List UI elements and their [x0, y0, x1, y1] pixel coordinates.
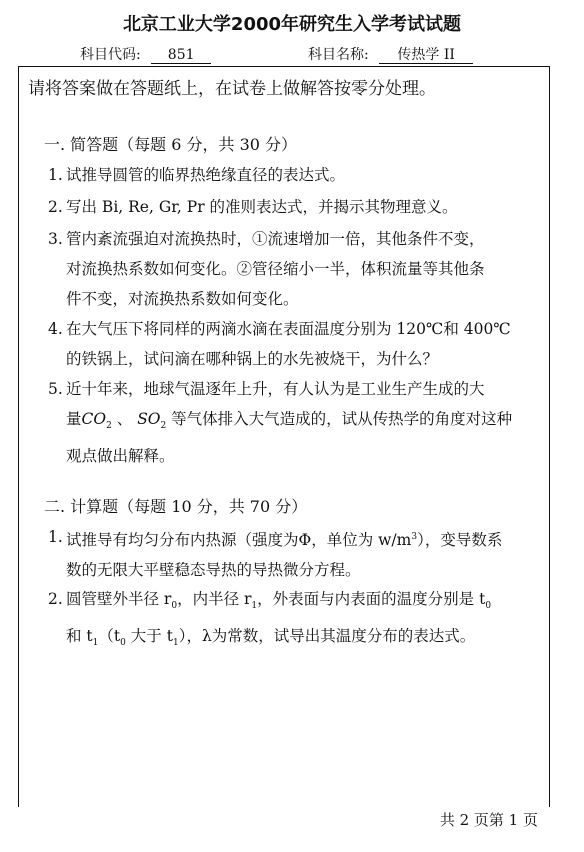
text-fragment: ），λ为常数，试导出其温度分布的表达式。	[178, 627, 476, 646]
co2-formula: CO	[81, 410, 107, 428]
question-text-line: 的铁锅上，试问滴在哪种锅上的水先被烧干，为什么？	[66, 350, 439, 368]
question-number: 3.	[48, 230, 63, 248]
text-fragment: 等气体排入大气造成的，试从传热学的角度对这种	[166, 410, 513, 428]
text-fragment: 试推导有均匀分布内热源（强度为Φ，单位为 w/m	[66, 531, 412, 550]
subject-code-label: 科目代码:	[80, 47, 141, 63]
subject-name	[308, 44, 473, 64]
superscript: 3	[411, 532, 418, 542]
question-number: 4.	[48, 320, 63, 338]
question-2-2	[48, 584, 491, 658]
question-text-line: 在大气压下将同样的两滴水滴在表面温度分别为 120℃和 400℃	[66, 320, 511, 338]
question-1-2	[48, 192, 458, 222]
question-number: 2.	[48, 590, 63, 608]
notice-text: 请将答案做在答题纸上，在试卷上做解答按零分处理。	[28, 79, 436, 99]
subject-name-value: 传热学 II	[379, 47, 473, 64]
text-fragment: ），变导数系	[417, 531, 503, 550]
subject-name-label: 科目名称:	[308, 47, 369, 63]
text-fragment: 量	[66, 410, 82, 428]
question-number: 2.	[48, 198, 63, 216]
subscript: 2	[106, 421, 112, 432]
text-fragment: 和 t	[66, 627, 93, 646]
question-1-3	[48, 224, 485, 314]
subscript: 0	[120, 638, 126, 649]
question-number: 1.	[48, 166, 63, 184]
question-1-5	[48, 374, 512, 471]
section2-title: 二. 计算题（每题 10 分，共 70 分）	[44, 497, 308, 516]
text-fragment: 圆管壁外半径 r	[66, 590, 172, 608]
question-1-1	[48, 160, 345, 190]
question-text-line	[66, 621, 491, 658]
text-fragment: 、	[111, 410, 138, 428]
question-text-line: 件不变，对流换热系数如何变化。	[66, 290, 299, 308]
question-text: 写出 Bi, Re, Gr, Pr 的准则表达式，并揭示其物理意义。	[66, 198, 458, 216]
text-fragment: 大于 t	[125, 627, 173, 646]
question-number: 5.	[48, 380, 63, 398]
subject-code-value: 851	[151, 47, 211, 64]
text-fragment: ，外表面与内表面的温度分别是 t	[257, 590, 486, 608]
subscript: 1	[92, 638, 99, 649]
so2-formula: SO	[137, 410, 161, 428]
question-text: 试推导圆管的临界热绝缘直径的表达式。	[66, 166, 346, 184]
question-text-line: 观点做出解释。	[66, 447, 175, 466]
question-text-line: 对流换热系数如何变化。②管径缩小一半，体积流量等其他条	[66, 260, 485, 278]
page-footer: 共 2 页第 1 页	[439, 811, 538, 829]
question-text-line	[66, 584, 491, 621]
question-text-line: 数的无限大平壁稳态导热的导热微分方程。	[66, 561, 361, 580]
question-2-1	[48, 522, 502, 585]
text-fragment: ，内半径 r	[177, 590, 252, 608]
question-number: 1.	[48, 528, 63, 546]
subscript: 0	[171, 601, 178, 612]
section1-title: 一. 简答题（每题 6 分，共 30 分）	[44, 135, 298, 154]
subscript: 2	[160, 421, 167, 432]
exam-title: 北京工业大学2000年研究生入学考试试题	[122, 14, 462, 35]
question-1-4	[48, 314, 511, 374]
text-fragment: （t	[98, 627, 121, 646]
question-text-line	[66, 404, 512, 441]
subject-code	[80, 44, 211, 64]
subscript: 0	[485, 601, 492, 612]
subscript: 1	[251, 601, 258, 612]
question-text-line: 管内紊流强迫对流换热时，①流速增加一倍，其他条件不变，	[66, 230, 485, 248]
question-text-line	[66, 522, 502, 555]
question-text-line: 近十年来，地球气温逐年上升，有人认为是工业生产生成的大	[66, 380, 485, 398]
subscript: 1	[172, 638, 179, 649]
